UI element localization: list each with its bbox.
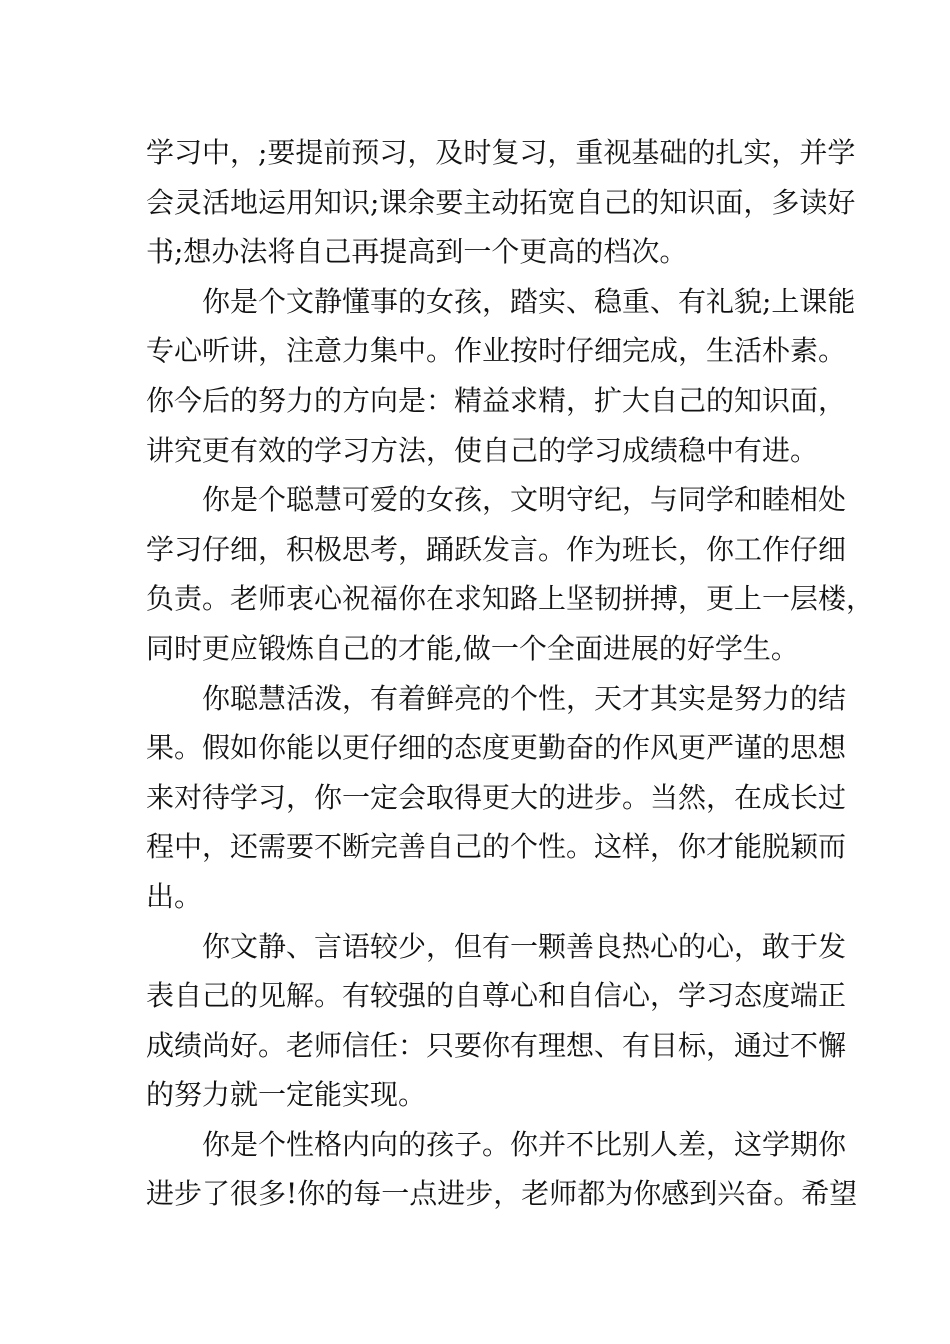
paragraph-3-line-1: 你是个聪慧可爱的女孩，文明守纪，与同学和睦相处 [202, 483, 847, 517]
paragraph-3-line-3: 负责。老师衷心祝福你在求知路上坚韧拼搏，更上一层楼， [146, 582, 875, 616]
paragraph-1-line-3: 书;想办法将自己再提高到一个更高的档次。 [146, 235, 688, 269]
paragraph-5-line-3: 成绩尚好。老师信任：只要你有理想、有目标，通过不懈 [146, 1028, 847, 1062]
paragraph-3-line-2: 学习仔细，积极思考，踊跃发言。作为班长，你工作仔细 [146, 532, 847, 566]
paragraph-2-line-1: 你是个文静懂事的女孩，踏实、稳重、有礼貌;上课能 [202, 284, 856, 318]
document-body [146, 128, 875, 1219]
paragraph-4-line-2: 果。假如你能以更仔细的态度更勤奋的作风更严谨的思想 [146, 731, 847, 765]
paragraph-6-line-2: 进步了很多!你的每一点进步，老师都为你感到兴奋。希望 [146, 1177, 858, 1211]
paragraph-4-line-1: 你聪慧活泼，有着鲜亮的个性，天才其实是努力的结 [202, 681, 847, 715]
paragraph-2-line-4: 讲究更有效的学习方法，使自己的学习成绩稳中有进。 [146, 433, 819, 467]
paragraph-3-line-4: 同时更应锻炼自己的才能,做一个全面进展的好学生。 [146, 631, 799, 665]
paragraph-4-line-5: 出。 [146, 879, 203, 913]
paragraph-6-line-1: 你是个性格内向的孩子。你并不比别人差，这学期你 [202, 1127, 847, 1161]
paragraph-4-line-3: 来对待学习，你一定会取得更大的进步。当然，在成长过 [146, 780, 847, 814]
paragraph-5-line-1: 你文静、言语较少，但有一颗善良热心的心，敢于发 [202, 929, 847, 963]
paragraph-5-line-4: 的努力就一定能实现。 [146, 1078, 427, 1112]
paragraph-2-line-2: 专心听讲，注意力集中。作业按时仔细完成，生活朴素。 [146, 334, 847, 368]
paragraph-1-line-1: 学习中，;要提前预习，及时复习，重视基础的扎实，并学 [146, 136, 856, 169]
paragraph-1-line-2: 会灵活地运用知识;课余要主动拓宽自己的知识面，多读好 [146, 185, 856, 219]
paragraph-2-line-3: 你今后的努力的方向是：精益求精，扩大自己的知识面， [146, 383, 847, 417]
paragraph-5-line-2: 表自己的见解。有较强的自尊心和自信心，学习态度端正 [146, 979, 847, 1013]
paragraph-4-line-4: 程中，还需要不断完善自己的个性。这样，你才能脱颖而 [146, 830, 847, 864]
